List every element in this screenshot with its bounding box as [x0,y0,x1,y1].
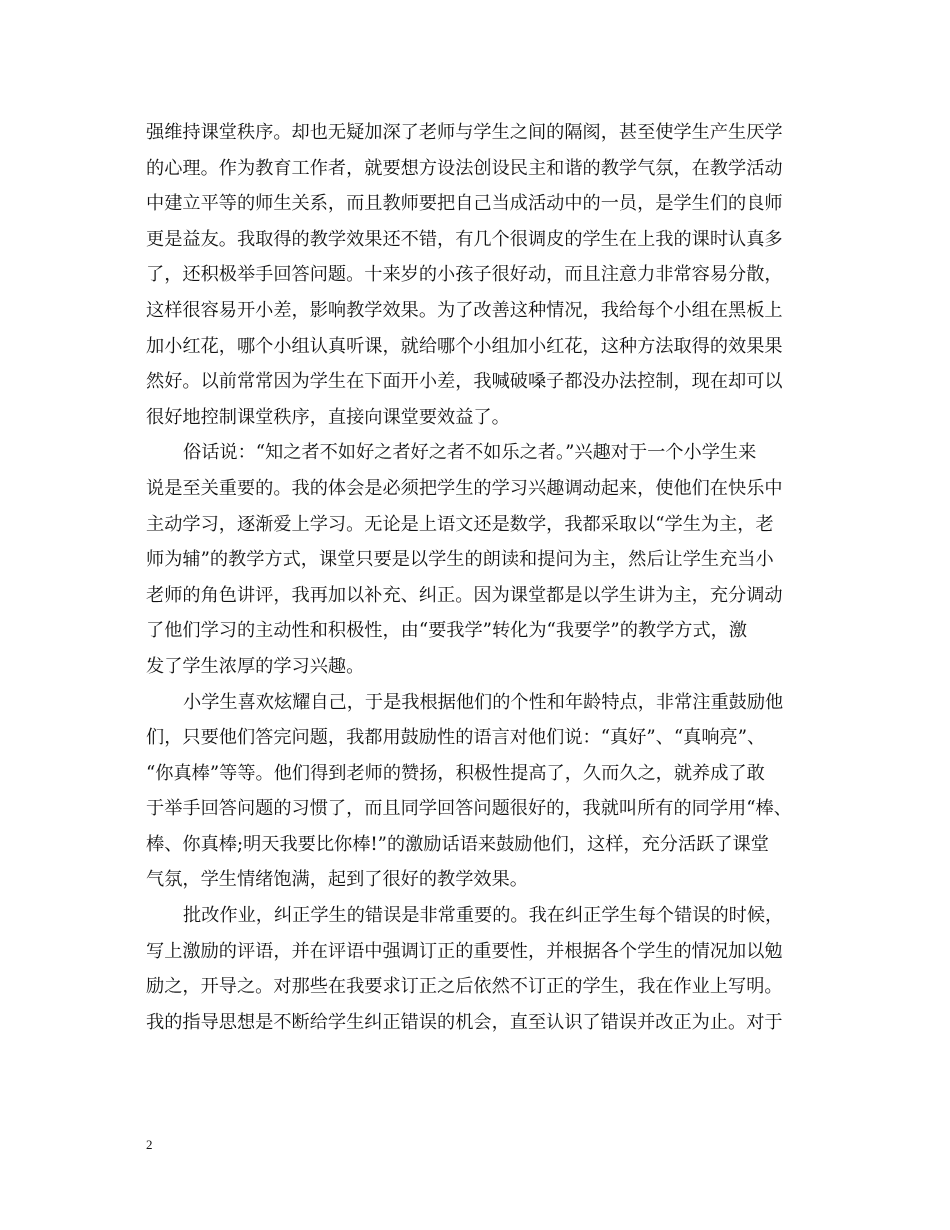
text-line: 强维持课堂秩序。却也无疑加深了老师与学生之间的隔阂，甚至使学生产生厌学 [146,122,783,143]
text-line: 励之，开导之。对那些在我要求订正之后依然不订正的学生，我在作业上写明。 [146,976,783,998]
text-line: 气氛，学生情绪饱满，起到了很好的教学效果。 [146,869,528,891]
text-line: 的心理。作为教育工作者，就要想方设法创设民主和谐的教学气氛，在教学活动 [146,157,783,179]
text-line: 于举手回答问题的习惯了，而且同学回答问题很好的，我就叫所有的同学用“棒、 [146,798,792,820]
text-line: 主动学习，逐渐爱上学习。无论是上语文还是数学，我都采取以“学生为主，老 [146,513,774,535]
paragraph-first-line: 批改作业，纠正学生的错误是非常重要的。我在纠正学生每个错误的时候， [183,905,784,927]
text-line: 们，只要他们答完问题，我都用鼓励性的语言对他们说：“真好”、“真响亮”、 [146,727,766,749]
text-line: 了，还积极举手回答问题。十来岁的小孩子很好动，而且注意力非常容易分散， [146,264,783,286]
paragraph-first-line: 俗话说：“知之者不如好之者好之者不如乐之者。”兴趣对于一个小学生来 [183,442,757,464]
text-line: 老师的角色讲评，我再加以补充、纠正。因为课堂都是以学生讲为主，充分调动 [146,584,783,606]
text-line: 然好。以前常常因为学生在下面开小差，我喊破嗓子都没办法控制，现在却可以 [146,371,783,393]
text-line: 棒、你真棒;明天我要比你棒!”的激励话语来鼓励他们，这样，充分活跃了课堂 [146,833,769,855]
text-line: 更是益友。我取得的教学效果还不错，有几个很调皮的学生在上我的课时认真多 [146,228,783,250]
text-line: 了他们学习的主动性和积极性，由“要我学”转化为“我要学”的教学方式，激 [146,620,748,642]
body-text [146,115,811,1040]
paragraph-first-line: 小学生喜欢炫耀自己，于是我根据他们的个性和年龄特点，非常注重鼓励他 [183,691,784,713]
text-line: 写上激励的评语，并在评语中强调订正的重要性，并根据各个学生的情况加以勉 [146,940,783,962]
text-line: 说是至关重要的。我的体会是必须把学生的学习兴趣调动起来，使他们在快乐中 [146,477,783,499]
text-line: 加小红花，哪个小组认真听课，就给哪个小组加小红花，这种方法取得的效果果 [146,335,783,357]
text-line: 师为辅”的教学方式，课堂只要是以学生的朗读和提问为主，然后让学生充当小 [146,549,774,571]
text-line: 发了学生浓厚的学习兴趣。 [146,655,365,677]
text-line: 这样很容易开小差，影响教学效果。为了改善这种情况，我给每个小组在黑板上 [146,299,783,321]
text-line: 中建立平等的师生关系，而且教师要把自己当成活动中的一员，是学生们的良师 [146,193,783,215]
text-line: 很好地控制课堂秩序，直接向课堂要效益了。 [146,406,510,428]
text-line: 我的指导思想是不断给学生纠正错误的机会，直至认识了错误并改正为止。对于 [146,1011,783,1033]
text-line: “你真棒”等等。他们得到老师的赞扬，积极性提高了，久而久之，就养成了敢 [146,762,765,784]
page-number: 2 [146,1137,153,1152]
